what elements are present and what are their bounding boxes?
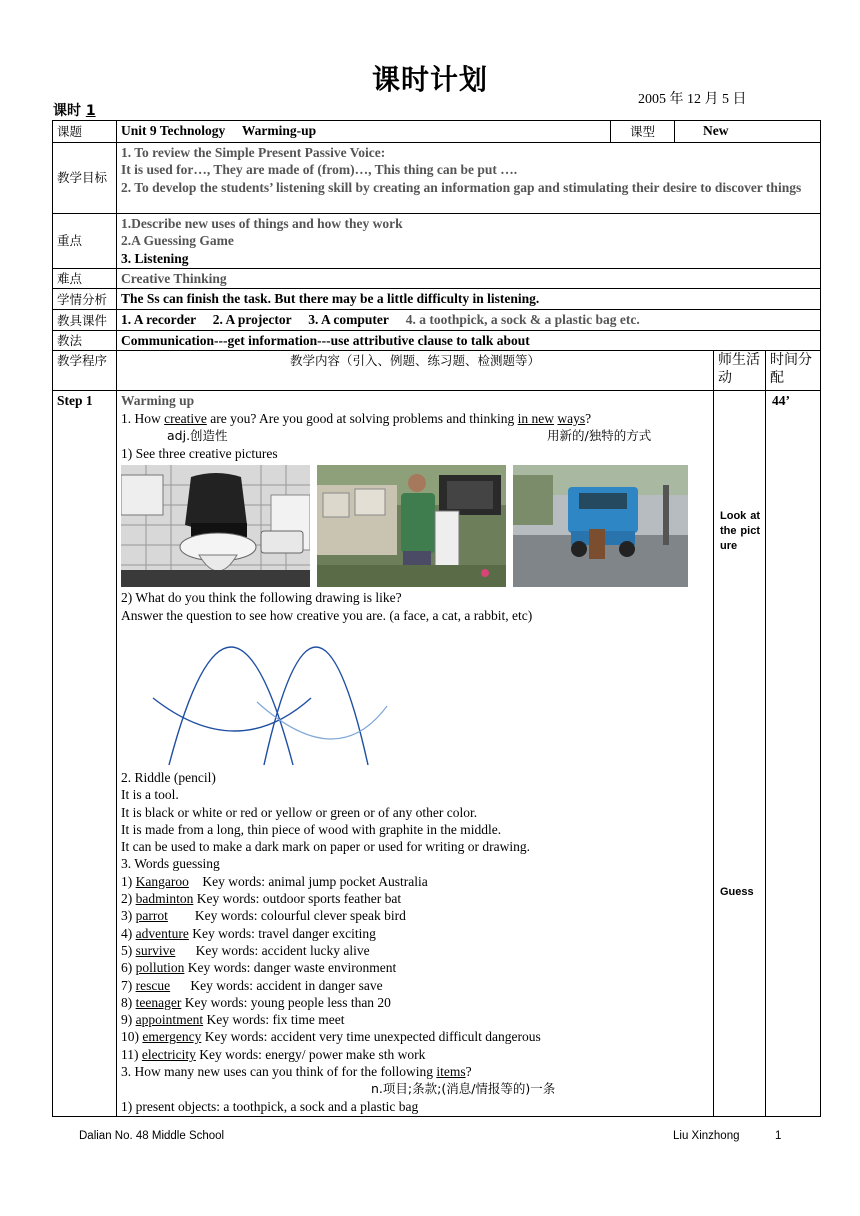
word-item: 3) parrot Key words: colourful clever speak bird [121, 908, 406, 924]
topic-value: Unit 9 Technology Warming-up [117, 121, 611, 143]
words-title: 3. Words guessing [121, 856, 220, 872]
activity-guess: Guess [720, 886, 754, 899]
analysis-label: 学情分析 [53, 289, 117, 310]
period-label: 课时 [53, 103, 81, 119]
tools-main: 1. A recorder 2. A projector 3. A computer [121, 312, 389, 328]
key-point: 2.A Guessing Game [121, 233, 234, 249]
word-item: 2) badminton Key words: outdoor sports feather bat [121, 891, 402, 907]
question-creative: 1. How creative are you? Are you good at solving problems and thinking in new ways? [121, 410, 592, 426]
see-pictures: 1) See three creative pictures [121, 446, 278, 462]
word-item: 1) Kangaroo Key words: animal jump pocket Australia [121, 873, 428, 889]
word-item: 6) pollution Key words: danger waste environment [121, 960, 397, 976]
toilet-chair-photo [121, 465, 310, 587]
content-header: 教学内容（引入、例题、练习题、检测题等） [117, 351, 714, 391]
note-adj: adj.创造性 [167, 428, 228, 444]
method-value: Communication---get information---use attributive clause to talk about [117, 331, 821, 351]
riddle-line: It is a tool. [121, 787, 179, 803]
goal-line: 1. To review the Simple Present Passive Voice: [121, 145, 386, 160]
goal-line: 2. To develop the students’ listening skill by creating an information gap and stimulating their desire to discover things [121, 179, 802, 195]
footer-school: Dalian No. 48 Middle School [79, 1130, 225, 1142]
period-value: 1 [85, 103, 96, 119]
note-way: 用新的/独特的方式 [547, 428, 652, 444]
riddle-line: It can be used to make a dark mark on paper or used for writing or drawing. [121, 839, 530, 855]
key-label: 重点 [53, 214, 117, 269]
difficult-label: 难点 [53, 268, 117, 288]
riddle-line: It is black or white or red or yellow or green or of any other color. [121, 804, 478, 820]
topic-label: 课题 [53, 121, 117, 143]
tools-cell [117, 310, 821, 331]
key-point: 1.Describe new uses of things and how they work [121, 216, 403, 231]
analysis-value: The Ss can finish the task. But there may be a little difficulty in listening. [117, 289, 821, 310]
warming-title: Warming up [121, 393, 195, 409]
riddle-line: 2. Riddle (pencil) [121, 769, 216, 785]
drawing-question: 2) What do you think the following drawing is like? [121, 590, 402, 606]
footer-page-number: 1 [775, 1130, 782, 1142]
computer-man-photo [317, 465, 506, 587]
type-label: 课型 [611, 121, 675, 143]
word-item: 10) emergency Key words: accident very time unexpected difficult dangerous [121, 1029, 541, 1045]
uses-question: 3. How many new uses can you think of for the following items? [121, 1064, 472, 1080]
word-item: 4) adventure Key words: travel danger exciting [121, 925, 376, 941]
curve-drawing [149, 624, 429, 769]
word-item: 7) rescue Key words: accident in danger save [121, 977, 383, 993]
riddle-line: It is made from a long, thin piece of wood with graphite in the middle. [121, 821, 502, 837]
word-item: 11) electricity Key words: energy/ power make sth work [121, 1046, 426, 1062]
goals-label: 教学目标 [53, 143, 117, 214]
annotation-line [121, 427, 709, 445]
blue-truck-photo [513, 465, 688, 587]
lesson-plan-table [52, 120, 821, 1117]
goal-line: It is used for…, They are made of (from)…, This thing can be put …. [121, 162, 518, 178]
time-header: 时间分配 [766, 351, 821, 391]
activity-look: Look at the picture [720, 510, 760, 553]
footer-author: Liu Xinzhong [673, 1130, 740, 1142]
tools-extra: 4. a toothpick, a sock & a plastic bag etc. [405, 312, 640, 328]
activity-cell [714, 391, 766, 1116]
procedure-label: 教学程序 [53, 351, 117, 391]
goals-cell [117, 143, 821, 214]
present-objects: 1) present objects: a toothpick, a sock and a plastic bag [121, 1098, 419, 1114]
word-item: 5) survive Key words: accident lucky alive [121, 942, 370, 958]
time-value: 44’ [766, 391, 821, 1116]
step-content [117, 391, 714, 1116]
items-note: n.项目;条款;(消息/情报等的)一条 [371, 1081, 556, 1097]
period-number [53, 100, 96, 120]
method-label: 教法 [53, 331, 117, 351]
key-cell [117, 214, 821, 269]
type-value: New [675, 121, 821, 143]
step-label: Step 1 [53, 391, 117, 1116]
key-point: 3. Listening [121, 250, 189, 266]
page-title: 课时计划 [371, 63, 488, 96]
word-item: 9) appointment Key words: fix time meet [121, 1012, 345, 1028]
word-item: 8) teenager Key words: young people less than 20 [121, 994, 391, 1010]
lesson-date: 2005 年 12 月 5 日 [638, 92, 747, 107]
drawing-answer: Answer the question to see how creative you are. (a face, a cat, a rabbit, etc) [121, 607, 533, 623]
difficult-value: Creative Thinking [117, 268, 821, 288]
tools-label: 教具课件 [53, 310, 117, 331]
activity-header: 师生活动 [714, 351, 766, 391]
picture-row [121, 465, 709, 587]
